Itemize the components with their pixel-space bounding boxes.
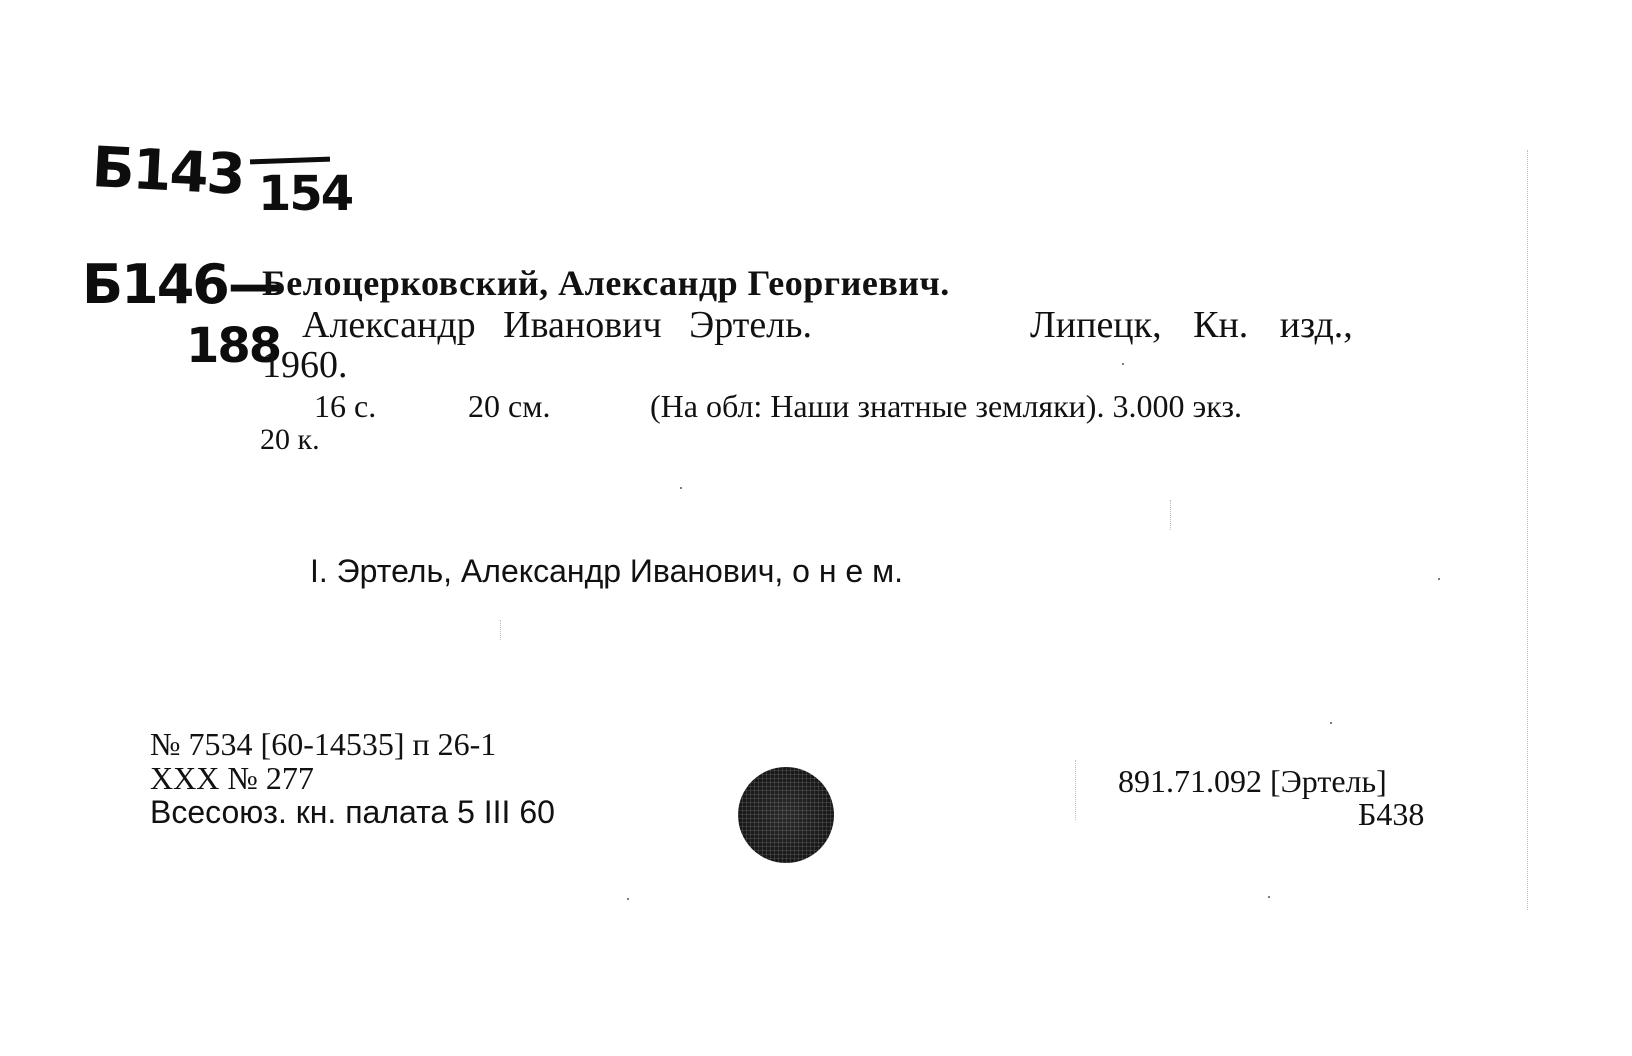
handwritten-shelfmark-sub: 188 <box>186 318 281 374</box>
entry-price: 20 к. <box>260 423 320 456</box>
subject-heading: I. Эртель, Александр Иванович, о н е м. <box>310 553 903 589</box>
handwritten-shelfmark-top: Б143 <box>90 135 246 208</box>
scan-artifact-line <box>1527 150 1528 910</box>
entry-year: 1960. <box>262 344 348 386</box>
entry-size: 20 см. <box>468 388 551 424</box>
entry-imprint: Липецк, Кн. изд., <box>1030 304 1353 346</box>
scan-artifact-line <box>1170 500 1171 530</box>
scan-speck <box>627 898 629 900</box>
footer-chamber-line: Всесоюз. кн. палата 5 III 60 <box>150 794 555 830</box>
footer-author-mark: Б438 <box>1358 796 1425 832</box>
round-stamp <box>738 767 834 863</box>
entry-heading: Белоцерковский, Александр Георгиевич. <box>262 263 950 303</box>
scan-speck <box>1330 722 1332 724</box>
scan-speck <box>680 487 682 489</box>
footer-classification: 891.71.092 [Эртель] <box>1118 763 1387 799</box>
entry-title: Александр Иванович Эртель. <box>302 304 812 346</box>
footer-series-line: XXX № 277 <box>150 760 314 796</box>
entry-note: (На обл: Наши знатные земляки). 3.000 экз. <box>650 388 1242 424</box>
scan-speck <box>1268 896 1270 898</box>
scan-artifact-line <box>500 620 501 640</box>
footer-number-line: № 7534 [60-14535] п 26-1 <box>150 726 497 762</box>
scan-speck <box>1438 578 1440 580</box>
entry-pages: 16 с. <box>314 388 377 424</box>
handwritten-fraction-bar <box>250 157 330 165</box>
handwritten-shelfmark-main: Б146— <box>82 253 280 316</box>
handwritten-shelfmark-fraction: 154 <box>258 166 353 222</box>
scan-artifact-line <box>1075 760 1076 820</box>
scan-speck <box>1122 363 1124 365</box>
